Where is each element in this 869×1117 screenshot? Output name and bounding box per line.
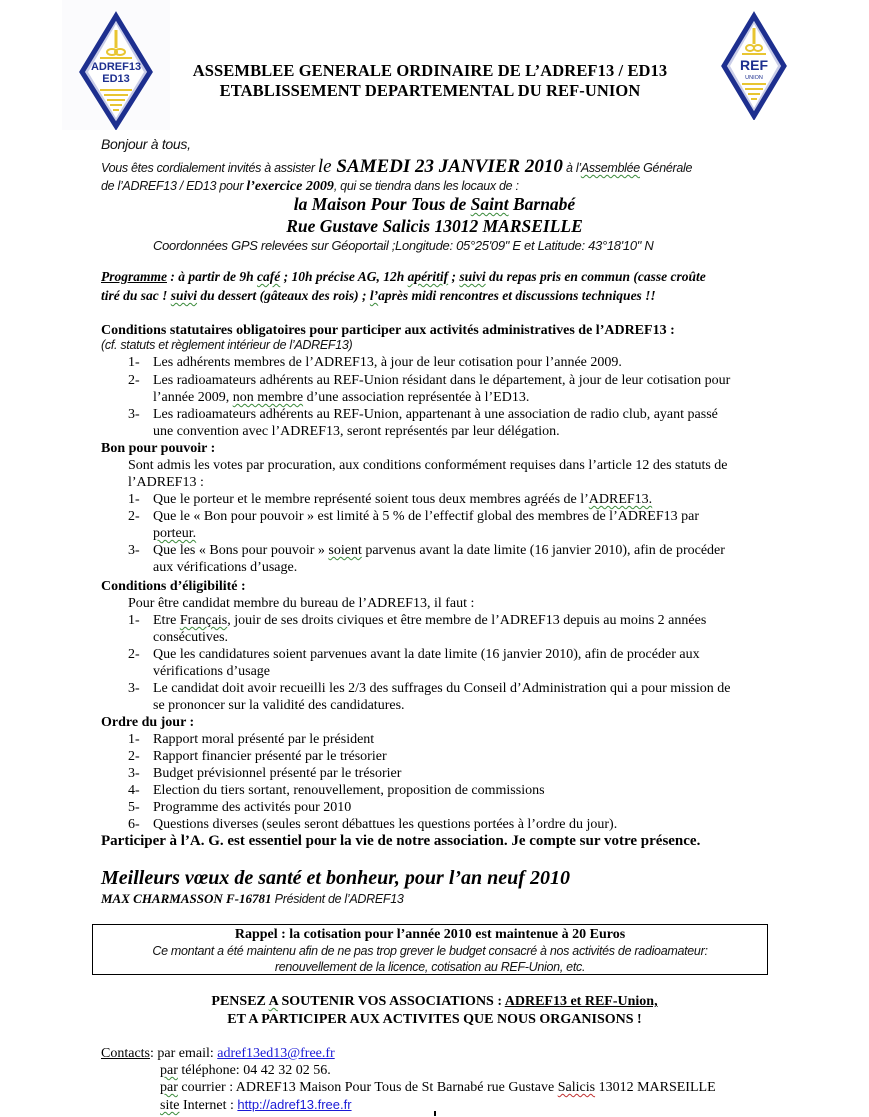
signature: [101, 890, 404, 908]
ordre-title: Ordre du jour :: [101, 715, 195, 730]
bon-pouvoir-item-2-num: 2-: [128, 509, 140, 524]
ref-union-logo: [712, 8, 796, 120]
document-title-line1: ASSEMBLEE GENERALE ORDINAIRE DE L’ADREF13 / ED13: [192, 61, 668, 80]
bon-pouvoir-intro2: l’ADREF13 :: [128, 475, 204, 490]
contacts-email-line: Contacts: par email: adref13ed13@free.fr: [101, 1046, 335, 1061]
ordre-item-5: Programme des activités pour 2010: [153, 800, 352, 815]
closing-statement: Participer à l’A. G. est essentiel pour la vie de notre association. Je compte sur votre présence.: [101, 833, 701, 849]
ordre-item-2-num: 2-: [128, 749, 140, 764]
bon-pouvoir-item-1: Que le porteur et le membre représenté soient tous deux membres agréés de l’ADREF13.: [153, 492, 653, 507]
ref-union-logo-diamond: [712, 8, 796, 120]
stray-mark: [434, 1111, 436, 1116]
bon-pouvoir-item-3-num: 3-: [128, 543, 140, 558]
ordre-item-2: Rapport financier présenté par le trésorier: [153, 749, 387, 764]
conditions-item-2: Les radioamateurs adhérents au REF-Union résidant dans le département, à jour de leur cotisation pour: [153, 373, 731, 388]
rappel-line1: Ce montant a été maintenu afin de ne pas trop grever le budget consacré à nos activités de radioamateur:: [152, 944, 708, 958]
eligibilite-title: Conditions d’éligibilité :: [101, 579, 246, 594]
conditions-item-3-num: 3-: [128, 407, 140, 422]
support-associations-link[interactable]: ADREF13 et REF-Union,: [504, 994, 658, 1009]
ordre-item-3-num: 3-: [128, 766, 140, 781]
invitation-line1: Vous êtes cordialement invités à assister le SAMEDI 23 JANVIER 2010 à l’Assemblée Générale: [101, 156, 693, 177]
new-year-wishes: Meilleurs vœux de santé et bonheur, pour l’an neuf 2010: [101, 867, 570, 889]
ref-logo-text1: REF: [740, 57, 768, 73]
bon-pouvoir-intro1: Sont admis les votes par procuration, aux conditions conformément requises dans l’article 12 des statuts de: [128, 458, 728, 473]
programme-line1: Programme : à partir de 9h café ; 10h précise AG, 12h apéritif ; suivi du repas pris en commun (casse croûte: [101, 269, 706, 284]
adref13-logo-text1: ADREF13: [90, 61, 142, 73]
eligibilite-item-1-num: 1-: [128, 613, 140, 628]
conditions-item-1-num: 1-: [128, 355, 140, 370]
contacts-site-line: site Internet : http://adref13.free.fr: [160, 1097, 352, 1113]
bon-pouvoir-item-2: Que le « Bon pour pouvoir » est limité à 5 % de l’effectif global des membres de l’ADREF13 par: [153, 509, 699, 524]
contacts-mail-line: par courrier : ADREF13 Maison Pour Tous de St Barnabé rue Gustave Salicis 13012 MARSEILLE: [160, 1080, 716, 1095]
bon-pouvoir-item-3: Que les « Bons pour pouvoir » soient parvenus avant la date limite (16 janvier 2010), afin de procéder: [153, 543, 725, 558]
gps-coordinates: Coordonnées GPS relevées sur Géoportail ;Longitude: 05°25'09" E et Latitude: 43°18'10" N: [153, 238, 654, 253]
contacts-label: Contacts: [101, 1046, 150, 1061]
rappel-box: [92, 924, 768, 975]
bon-pouvoir-item-1-num: 1-: [128, 492, 140, 507]
conditions-subtitle: (cf. statuts et règlement intérieur de l’ADREF13): [101, 338, 353, 352]
ordre-item-6: Questions diverses (seules seront débattues les questions portées à l’ordre du jour).: [153, 817, 618, 832]
eligibilite-item-2-num: 2-: [128, 647, 140, 662]
bon-pouvoir-item-2-cont: porteur.: [153, 526, 197, 541]
programme-label: Programme: [101, 269, 167, 284]
support-line2: ET A PARTICIPER AUX ACTIVITES QUE NOUS ORGANISONS !: [227, 1012, 642, 1027]
eligibilite-item-3-num: 3-: [128, 681, 140, 696]
rappel-title: Rappel : la cotisation pour l’année 2010 est maintenue à 20 Euros: [234, 927, 626, 942]
eligibilite-item-3-cont: se prononcer sur la validité des candidatures.: [153, 698, 405, 713]
ordre-item-1-num: 1-: [128, 732, 140, 747]
phone-number: téléphone: 04 42 32 02 56.: [177, 1063, 331, 1078]
ordre-item-5-num: 5-: [128, 800, 140, 815]
website-link[interactable]: http://adref13.free.fr: [237, 1097, 352, 1112]
bon-pouvoir-title: Bon pour pouvoir :: [101, 441, 216, 456]
conditions-item-2-num: 2-: [128, 373, 140, 388]
conditions-title: Conditions statutaires obligatoires pour participer aux activités administratives de l’ADREF13 :: [101, 323, 675, 338]
eligibilite-item-1-cont: consécutives.: [153, 630, 229, 645]
eligibilite-intro: Pour être candidat membre du bureau de l’ADREF13, il faut :: [128, 596, 475, 611]
bon-pouvoir-item-3-cont: aux vérifications d’usage.: [153, 560, 298, 575]
conditions-item-3-cont: une convention avec l’ADREF13, seront représentés par leur délégation.: [153, 424, 560, 439]
ordre-item-4-num: 4-: [128, 783, 140, 798]
eligibilite-item-1: Etre Français, jouir de ses droits civiques et être membre de l’ADREF13 depuis au moins 2 années: [153, 613, 707, 628]
invitation-line2: de l’ADREF13 / ED13 pour l’exercice 2009, qui se tiendra dans les locaux de :: [101, 179, 519, 194]
ordre-item-3: Budget prévisionnel présenté par le trésorier: [153, 766, 402, 781]
venue-address: Rue Gustave Salicis 13012 MARSEILLE: [286, 216, 583, 236]
rappel-line2: renouvellement de la licence, cotisation au REF-Union, etc.: [274, 960, 586, 974]
conditions-item-1: Les adhérents membres de l’ADREF13, à jour de leur cotisation pour l’année 2009.: [153, 355, 622, 370]
eligibilite-item-2: Que les candidatures soient parvenues avant la date limite (16 janvier 2010), afin de procéder aux: [153, 647, 700, 662]
ordre-item-6-num: 6-: [128, 817, 140, 832]
conditions-item-3: Les radioamateurs adhérents au REF-Union, appartenant à une association de radio club, ayant passé: [153, 407, 718, 422]
ref-logo-text2: UNION: [745, 75, 763, 81]
signature-name: MAX CHARMASSON F-16781: [101, 891, 272, 906]
signature-role: Président de l’ADREF13: [271, 892, 404, 906]
adref13-logo-text2: ED13: [102, 73, 130, 85]
contacts-phone-line: par téléphone: 04 42 32 02 56.: [160, 1063, 331, 1078]
greeting: Bonjour à tous,: [101, 136, 191, 152]
conditions-item-2-cont: l’année 2009, non membre d’une association représentée à l’ED13.: [153, 390, 530, 405]
support-line1: PENSEZ A SOUTENIR VOS ASSOCIATIONS : ADREF13 et REF-Union,: [211, 994, 658, 1009]
eligibilite-item-2-cont: vérifications d’usage: [153, 664, 271, 679]
ordre-item-1: Rapport moral présenté par le président: [153, 732, 375, 747]
eligibilite-item-3: Le candidat doit avoir recueilli les 2/3 des suffrages du Conseil d’Administration qui a pour mission de: [153, 681, 731, 696]
meeting-date: SAMEDI 23 JANVIER 2010: [336, 156, 563, 177]
email-link[interactable]: adref13ed13@free.fr: [217, 1046, 335, 1061]
programme-line2: tiré du sac ! suivi du dessert (gâteaux des rois) ; l’après midi rencontres et discussions techniques !!: [101, 288, 656, 303]
ordre-item-4: Election du tiers sortant, renouvellement, proposition de commissions: [153, 783, 545, 798]
document-title-line2: ETABLISSEMENT DEPARTEMENTAL DU REF-UNION: [219, 81, 641, 100]
venue-name: la Maison Pour Tous de Saint Barnabé: [293, 194, 576, 214]
